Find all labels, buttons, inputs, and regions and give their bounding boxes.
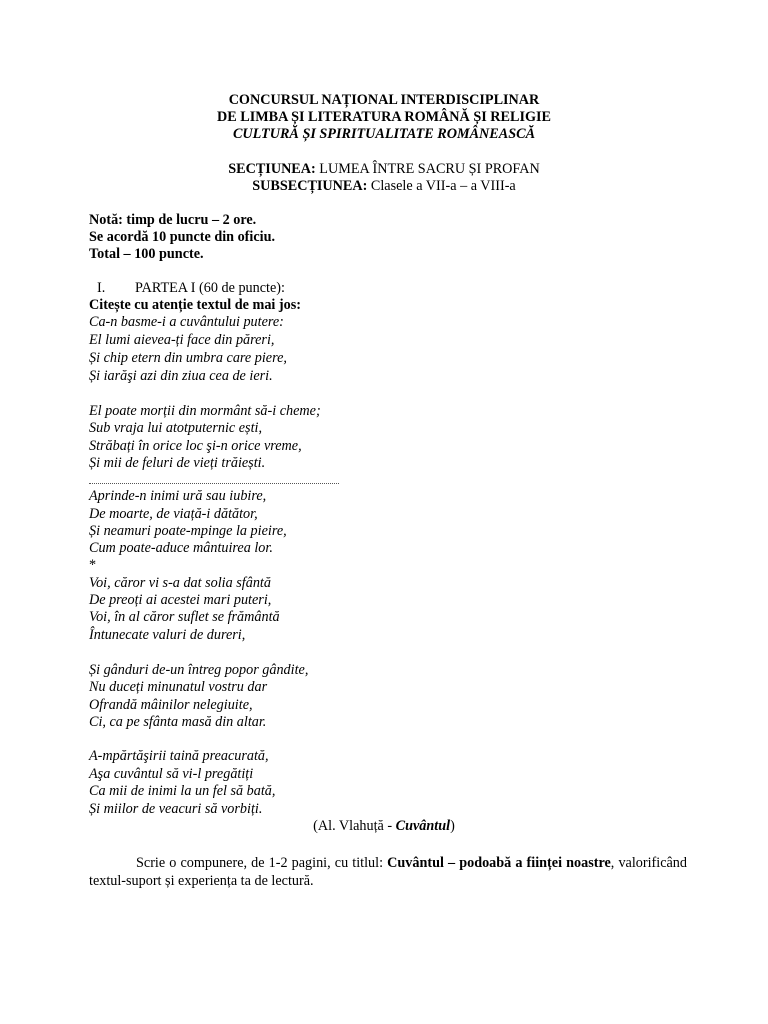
task-text-before: Scrie o compunere, de 1-2 pagini, cu titlul: [136,855,388,871]
poem-line: A-mpărtăşirii taină preacurată, [89,748,269,764]
poem-line: De preoți ai acestei mari puteri, [89,592,272,608]
header-title-line2: DE LIMBA ȘI LITERATURA ROMÂNĂ ȘI RELIGIE [217,109,551,125]
poem-line: Și iarăşi azi din ziua cea de ieri. [89,368,273,384]
note-bonus: Se acordă 10 puncte din oficiu. [89,229,276,245]
source-prefix: (Al. Vlahuță - [313,818,396,834]
asterisk-separator: * [89,557,97,573]
poem-line: El poate morții din mormânt să-i cheme; [89,403,321,419]
poem-line: Și miilor de veacuri să vorbiți. [89,801,263,817]
poem-line: Sub vraja lui atotputernic ești, [89,420,262,436]
poem-line: El lumi aievea-ți face din păreri, [89,332,275,348]
task-title: Cuvântul – podoabă a ființei noastre [387,855,611,871]
poem-line: Aşa cuvântul să vi-l pregătiți [89,766,254,782]
poem-line: De moarte, de viață-i dătător, [89,506,258,522]
poem-line: Și mii de feluri de vieți trăiești. [89,455,266,471]
poem-line: Nu duceți minunatul vostru dar [89,679,268,695]
part-heading [97,280,285,297]
part-number: I. [97,280,106,296]
section-label: SECȚIUNEA: [228,161,316,177]
dotted-separator [89,483,339,484]
poem-line: Cum poate-aduce mântuirea lor. [89,540,273,556]
poem-line: Ofrandă mâinilor nelegiuite, [89,697,253,713]
subsection-line [0,178,768,195]
source-suffix: ) [450,818,455,834]
poem-line: Ca mii de inimi la un fel să bată, [89,783,276,799]
subsection-label: SUBSECȚIUNEA: [252,178,368,194]
poem-line: Și chip etern din umbra care piere, [89,350,287,366]
poem-line: Străbați în orice loc şi-n orice vreme, [89,438,302,454]
header-title-line1: CONCURSUL NAȚIONAL INTERDISCIPLINAR [228,92,540,108]
poem-line: Și neamuri poate-mpinge la pieire, [89,523,287,539]
task-text-after: , valorificând textul-suport și experiența ta de lectură. [89,855,687,889]
poem-line: Ca-n basme-i a cuvântului putere: [89,314,284,330]
header-title-line3: CULTURĂ ȘI SPIRITUALITATE ROMÂNEASCĂ [232,126,536,142]
poem-source [0,818,768,835]
note-time: Notă: timp de lucru – 2 ore. [89,212,257,228]
poem-line: Voi, căror vi s-a dat solia sfântă [89,575,271,591]
poem-line: Ci, ca pe sfânta masă din altar. [89,714,267,730]
part-title: PARTEA I (60 de puncte): [135,280,285,296]
note-total: Total – 100 puncte. [89,246,204,262]
section-line [0,161,768,178]
part-instruction: Citește cu atenție textul de mai jos: [89,297,301,313]
poem-line: Aprinde-n inimi ură sau iubire, [89,488,267,504]
section-value: LUMEA ÎNTRE SACRU ȘI PROFAN [319,161,540,177]
poem-line: Întunecate valuri de dureri, [89,627,246,643]
poem-line: Voi, în al căror suflet se frământă [89,609,280,625]
subsection-value: Clasele a VII-a – a VIII-a [370,178,516,194]
poem-line: Și gânduri de-un întreg popor gândite, [89,662,309,678]
source-title: Cuvântul [395,818,451,834]
task-paragraph [89,854,687,890]
